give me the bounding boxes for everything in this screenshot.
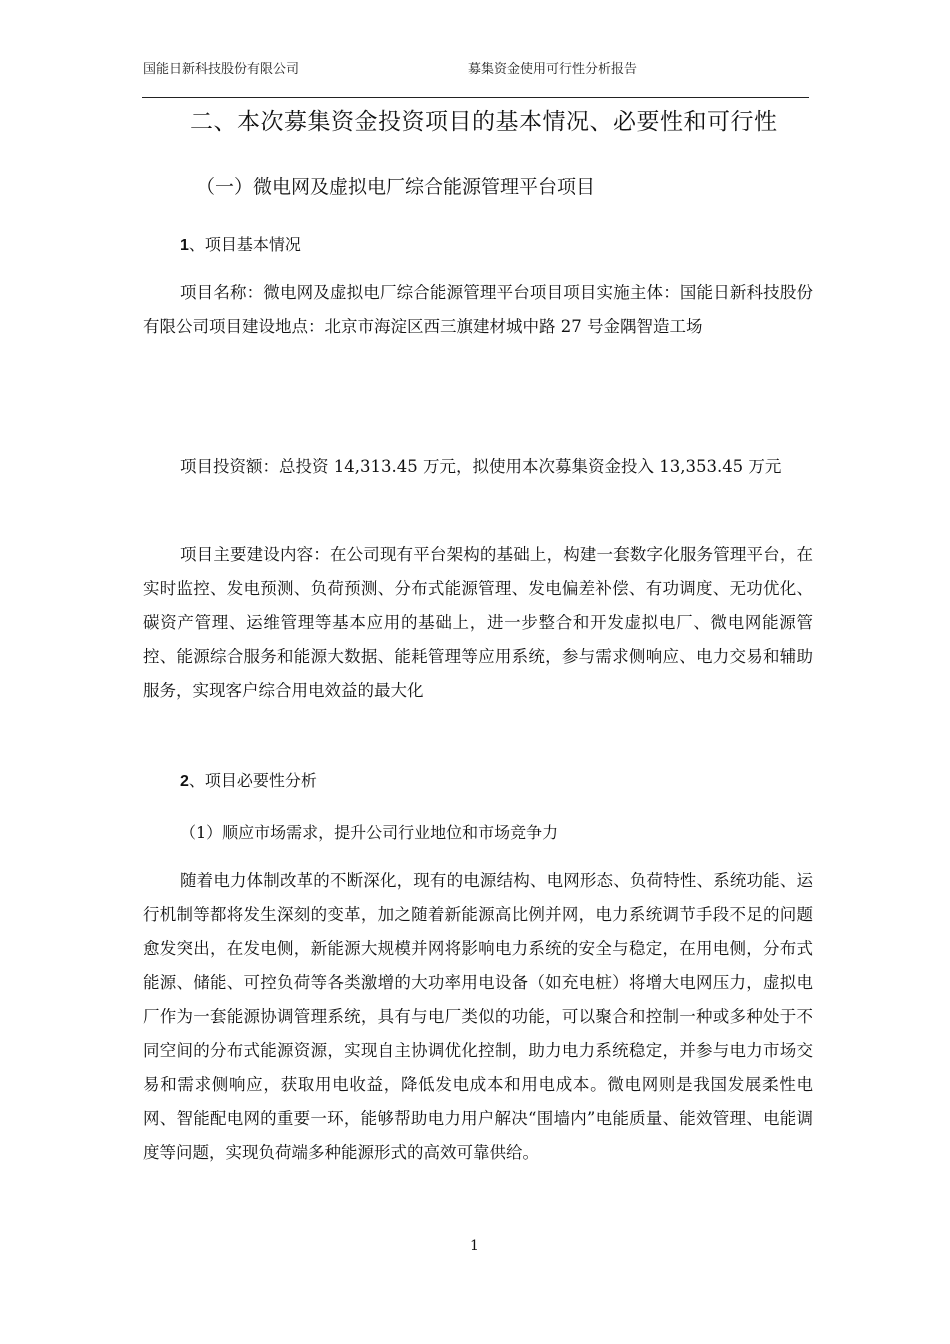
item2-heading <box>180 768 317 791</box>
section-title: 二、本次募集资金投资项目的基本情况、必要性和可行性 <box>190 109 778 135</box>
basic-info-paragraph: 项目名称：微电网及虚拟电厂综合能源管理平台项目项目实施主体：国能日新科技股份有限公司项目建设地点：北京市海淀区西三旗建材城中路 27 号金隅智造工场 <box>143 283 813 336</box>
sub1-body-paragraph: 随着电力体制改革的不断深化，现有的电源结构、电网形态、负荷特性、系统功能、运行机制等都将发生深刻的变革，加之随着新能源高比例并网，电力系统调节手段不足的问题愈发突出，在发电侧，新能源大规模并网将影响电力系统的安全与稳定，在用电侧，分布式能源、储能、可控负荷等各类激增的大功率用电设备（如充电桩）将增大电网压力，虚拟电厂作为一套能源协调管理系统，具有与电厂类似的功能，可以聚合和控制一种或多种处于不同空间的分布式能源资源，实现自主协调优化控制，助力电力系统稳定，并参与电力市场交易和需求侧响应，获取用电收益，降低发电成本和用电成本。微电网则是我国发展柔性电网、智能配电网的重要一环，能够帮助电力用户解决“围墙内”电能质量、能效管理、电能调度等问题，实现负荷端多种能源形式的高效可靠供给。 <box>143 871 813 1162</box>
header-report-title: 募集资金使用可行性分析报告 <box>468 62 638 77</box>
investment-paragraph: 项目投资额：总投资 14,313.45 万元，拟使用本次募集资金投入 13,353.45 万元 <box>180 457 782 476</box>
item2-title: 、项目必要性分析 <box>188 771 317 790</box>
item1-heading <box>180 232 301 255</box>
subsection-title: （一）微电网及虚拟电厂综合能源管理平台项目 <box>196 176 596 198</box>
item1-title: 、项目基本情况 <box>188 235 301 254</box>
item1-number: 1 <box>180 237 189 254</box>
sub1-title: （1）顺应市场需求，提升公司行业地位和市场竞争力 <box>180 823 559 842</box>
header-company: 国能日新科技股份有限公司 <box>143 62 300 77</box>
header-divider <box>142 97 809 98</box>
page-number: 1 <box>470 1238 479 1254</box>
item2-number: 2 <box>180 773 189 790</box>
construction-paragraph: 项目主要建设内容：在公司现有平台架构的基础上，构建一套数字化服务管理平台，在实时监控、发电预测、负荷预测、分布式能源管理、发电偏差补偿、有功调度、无功优化、碳资产管理、运维管理等基本应用的基础上，进一步整合和开发虚拟电厂、微电网能源管控、能源综合服务和能源大数据、能耗管理等应用系统，参与需求侧响应、电力交易和辅助服务，实现客户综合用电效益的最大化 <box>143 545 813 700</box>
